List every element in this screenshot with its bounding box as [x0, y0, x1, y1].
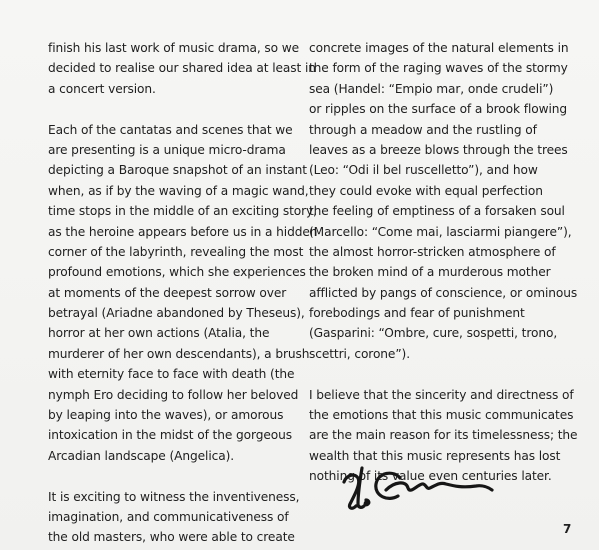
text-line: through a meadow and the rustling of	[309, 122, 537, 137]
paragraph	[48, 487, 298, 548]
text-line: or ripples on the surface of a brook flowing	[309, 102, 568, 117]
text-line: Arcadian landscape (Angelica).	[48, 448, 235, 463]
text-line: the broken mind of a murderous mother	[309, 265, 551, 280]
text-line: as the heroine appears before us in a hidden	[48, 224, 318, 239]
paragraph-gap	[48, 99, 298, 119]
text-line: murderer of her own descendants), a brush	[48, 346, 310, 361]
text-line: decided to realise our shared idea at least in	[48, 61, 316, 76]
text-line: finish his last work of music drama, so we	[48, 41, 300, 55]
text-line: they could evoke with equal perfection	[309, 183, 543, 198]
paragraph-gap	[309, 364, 555, 384]
handwritten-signature	[336, 460, 496, 518]
text-line: the feeling of emptiness of a forsaken soul	[309, 204, 565, 219]
text-line: scettri, corone”).	[309, 346, 410, 361]
paragraph	[48, 120, 318, 467]
text-line: It is exciting to witness the inventiveness,	[48, 489, 300, 504]
text-line: when, as if by the waving of a magic wand,	[48, 183, 309, 198]
paragraph-gap	[48, 466, 298, 486]
text-line: intoxication in the midst of the gorgeous	[48, 428, 292, 443]
text-line: profound emotions, which she experiences	[48, 265, 306, 280]
text-line: I believe that the sincerity and directness of	[309, 387, 574, 402]
text-line: sea (Handel: “Empio mar, onde crudeli”)	[309, 81, 554, 96]
text-line: at moments of the deepest sorrow over	[48, 285, 287, 300]
text-line: (Gasparini: “Ombre, cure, sospetti, trono,	[309, 326, 558, 341]
text-line: are presenting is a unique micro-drama	[48, 142, 286, 157]
text-line: by leaping into the waves), or amorous	[48, 408, 284, 423]
right-column	[309, 38, 578, 487]
text-line: the form of the raging waves of the stormy	[309, 61, 568, 76]
paragraph	[48, 38, 316, 99]
text-line: concrete images of the natural elements in	[309, 41, 569, 55]
paragraph	[309, 38, 578, 364]
text-line: a concert version.	[48, 81, 156, 96]
text-line: the old masters, who were able to create	[48, 530, 295, 545]
text-line: (Marcello: “Come mai, lasciarmi piangere”),	[309, 224, 572, 239]
text-line: the emotions that this music communicates	[309, 408, 574, 423]
text-line: wealth that this music represents has lost	[309, 448, 561, 463]
text-line: horror at her own actions (Atalia, the	[48, 326, 270, 341]
text-line: depicting a Baroque snapshot of an instant	[48, 163, 307, 178]
text-line: nymph Ero deciding to follow her beloved	[48, 387, 299, 402]
text-line: betrayal (Ariadne abandoned by Theseus),	[48, 306, 305, 321]
text-line: imagination, and communicativeness of	[48, 509, 289, 524]
text-line: with eternity face to face with death (the	[48, 367, 295, 382]
text-line: the almost horror-stricken atmosphere of	[309, 244, 556, 259]
text-line: time stops in the middle of an exciting story,	[48, 204, 317, 219]
text-line: (Leo: “Odi il bel ruscelletto”), and how	[309, 163, 538, 178]
text-line: leaves as a breeze blows through the trees	[309, 142, 568, 157]
left-column	[48, 38, 318, 548]
text-line: nothing of its value even centuries later.	[309, 469, 552, 484]
text-line: corner of the labyrinth, revealing the most	[48, 244, 304, 259]
text-line: Each of the cantatas and scenes that we	[48, 122, 293, 137]
text-line: are the main reason for its timelessness; the	[309, 428, 578, 443]
text-line: afflicted by pangs of conscience, or ominous	[309, 285, 578, 300]
page-number: 7	[563, 522, 572, 536]
text-line: forebodings and fear of punishment	[309, 306, 525, 321]
